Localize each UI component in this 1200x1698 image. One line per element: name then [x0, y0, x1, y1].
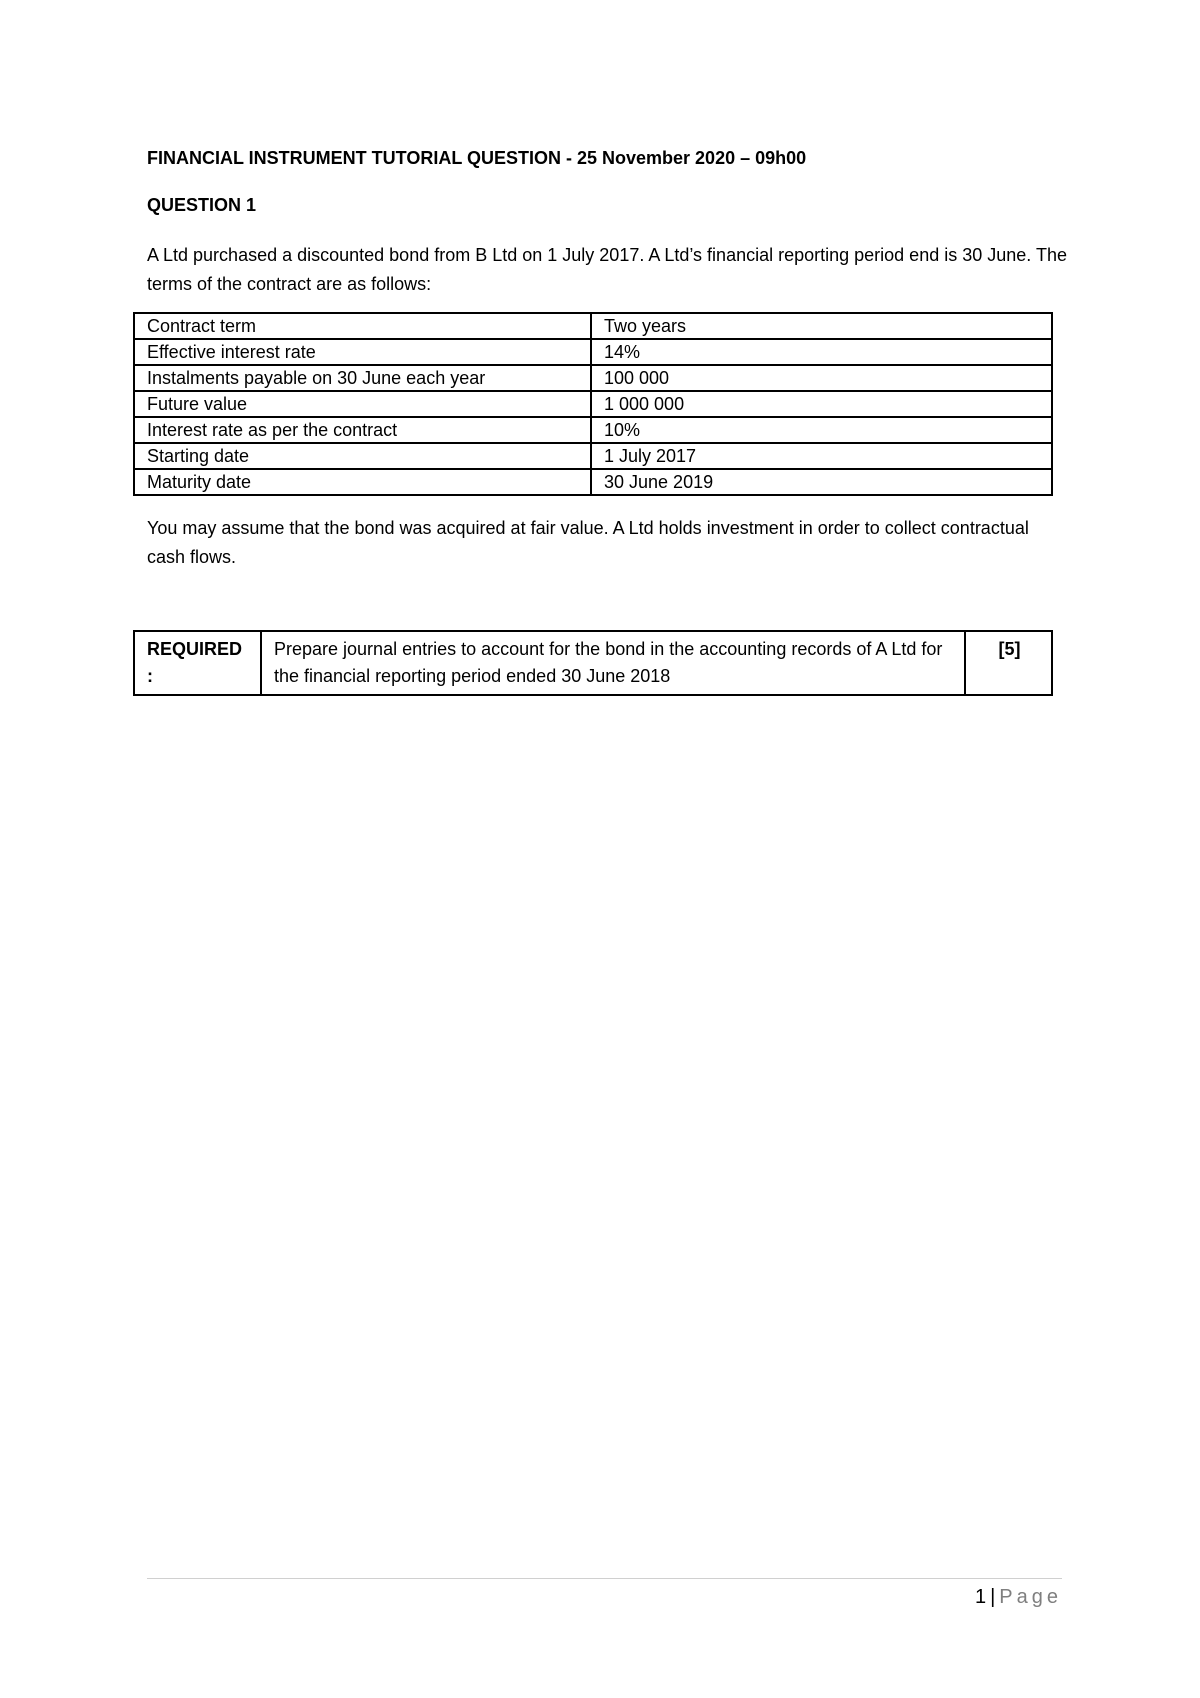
- term-value: 1 July 2017: [591, 443, 1052, 469]
- table-row: [134, 391, 1052, 417]
- term-value: 10%: [591, 417, 1052, 443]
- page-label: Page: [999, 1586, 1062, 1608]
- term-value: Two years: [591, 313, 1052, 339]
- page-number: 1: [974, 1586, 987, 1608]
- table-row: [134, 469, 1052, 495]
- required-marks: [5]: [965, 631, 1052, 695]
- document-heading: FINANCIAL INSTRUMENT TUTORIAL QUESTION - 25 November 2020 – 09h00: [147, 148, 807, 168]
- term-value: 30 June 2019: [591, 469, 1052, 495]
- required-table: [133, 630, 1053, 696]
- table-row: [134, 631, 1052, 695]
- term-label: Interest rate as per the contract: [134, 417, 591, 443]
- term-label: Maturity date: [134, 469, 591, 495]
- term-value: 100 000: [591, 365, 1052, 391]
- table-row: [134, 417, 1052, 443]
- assumption-paragraph: You may assume that the bond was acquired at fair value. A Ltd holds investment in order to collect contractual cash flows.: [147, 518, 1029, 567]
- table-row: [134, 443, 1052, 469]
- table-row: [134, 313, 1052, 339]
- footer-divider: [147, 1578, 1062, 1579]
- term-label: Starting date: [134, 443, 591, 469]
- required-label: REQUIRED :: [134, 631, 261, 695]
- footer-separator: |: [990, 1586, 996, 1608]
- term-value: 1 000 000: [591, 391, 1052, 417]
- term-label: Effective interest rate: [134, 339, 591, 365]
- term-label: Future value: [134, 391, 591, 417]
- required-text: Prepare journal entries to account for the bond in the accounting records of A Ltd for the financial reporting period ended 30 June 2018: [261, 631, 965, 695]
- question-intro: A Ltd purchased a discounted bond from B Ltd on 1 July 2017. A Ltd’s financial reporting period end is 30 June. The terms of the contract are as follows:: [147, 245, 1067, 294]
- table-row: [134, 365, 1052, 391]
- contract-terms-table: [133, 312, 1053, 496]
- page-footer: [975, 1586, 1062, 1609]
- term-label: Contract term: [134, 313, 591, 339]
- term-value: 14%: [591, 339, 1052, 365]
- question-title: QUESTION 1: [147, 195, 257, 215]
- term-label: Instalments payable on 30 June each year: [134, 365, 591, 391]
- table-row: [134, 339, 1052, 365]
